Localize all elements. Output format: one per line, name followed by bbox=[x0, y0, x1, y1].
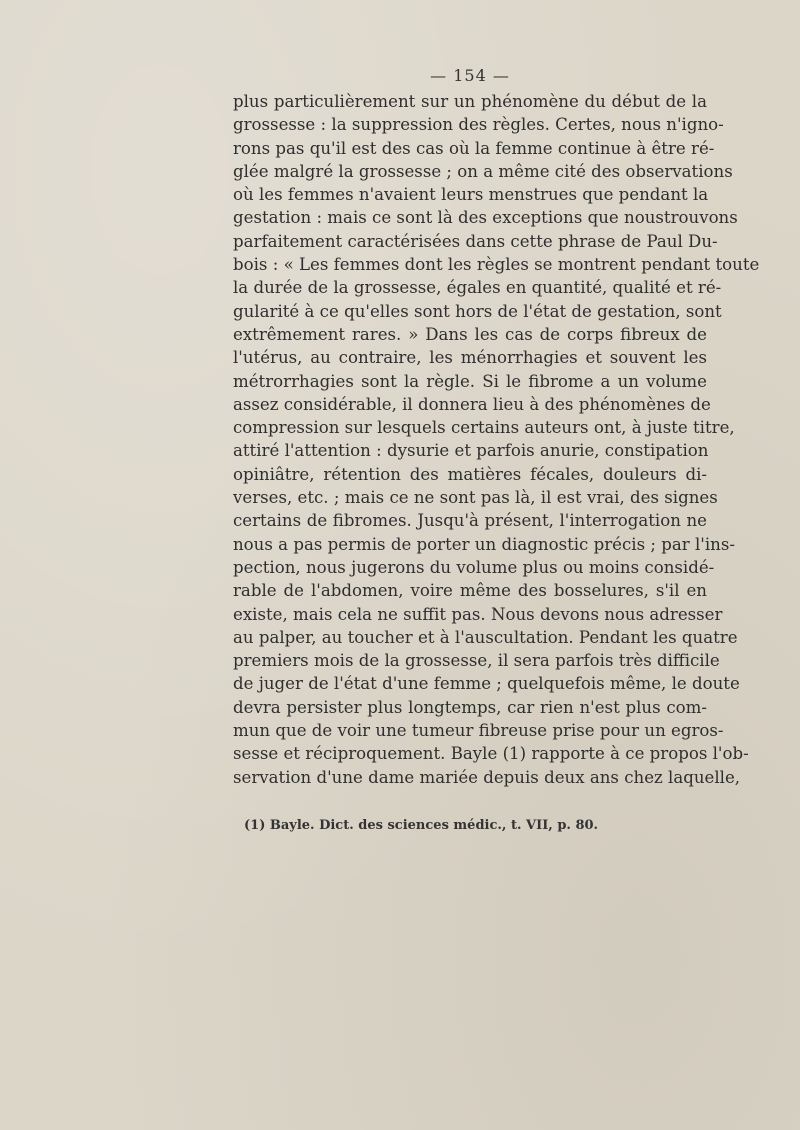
text-line: assez considérable, il donnera lieu à des phénomènes de bbox=[233, 394, 711, 414]
text-line: nous a pas permis de porter un diagnostic précis ; par l'ins- bbox=[233, 534, 735, 554]
text-line: gestation : mais ce sont là des exceptions que noustrouvons bbox=[233, 208, 738, 228]
text-line: pection, nous jugerons du volume plus ou moins considé- bbox=[233, 557, 715, 577]
text-line: verses, etc. ; mais ce ne sont pas là, il est vrai, des signes bbox=[233, 488, 718, 508]
text-line: au palper, au toucher et à l'auscultation. Pendant les quatre bbox=[233, 627, 738, 647]
text-line: rons pas qu'il est des cas où la femme continue à être ré- bbox=[233, 138, 715, 158]
text-line: où les femmes n'avaient leurs menstrues que pendant la bbox=[233, 185, 709, 205]
text-line: devra persister plus longtemps, car rien n'est plus com- bbox=[233, 697, 707, 717]
text-line: extrêmement rares. » Dans les cas de corps fibreux de bbox=[233, 324, 707, 344]
text-line: la durée de la grossesse, égales en quantité, qualité et ré- bbox=[233, 278, 722, 298]
page-number: — 154 — bbox=[430, 66, 510, 85]
text-line: opiniâtre, rétention des matières fécales, douleurs di- bbox=[233, 464, 707, 484]
text-line: mun que de voir une tumeur fibreuse prise pour un egros- bbox=[233, 721, 724, 741]
text-line: de juger de l'état d'une femme ; quelquefois même, le doute bbox=[233, 674, 740, 694]
text-line: attiré l'attention : dysurie et parfois anurie, constipation bbox=[233, 441, 709, 461]
text-line: gularité à ce qu'elles sont hors de l'état de gestation, sont bbox=[233, 301, 722, 321]
text-line: premiers mois de la grossesse, il sera parfois très difficile bbox=[233, 651, 720, 671]
text-line: grossesse : la suppression des règles. Certes, nous n'igno- bbox=[233, 115, 724, 135]
text-line: plus particulièrement sur un phénomène du début de la bbox=[233, 92, 707, 111]
text-line: parfaitement caractérisées dans cette phrase de Paul Du- bbox=[233, 231, 718, 251]
text-line: certains de fibromes. Jusqu'à présent, l'interrogation ne bbox=[233, 511, 707, 531]
text-line: glée malgré la grossesse ; on a même cité des observations bbox=[233, 161, 733, 181]
text-line: bois : « Les femmes dont les règles se montrent pendant toute bbox=[233, 255, 760, 275]
footnote: (1) Bayle. Dict. des sciences médic., t. VII, p. 80. bbox=[244, 818, 599, 833]
text-line: métrorrhagies sont la règle. Si le fibrome a un volume bbox=[233, 371, 707, 391]
text-line: rable de l'abdomen, voire même des bosselures, s'il en bbox=[233, 581, 707, 601]
text-line: compression sur lesquels certains auteurs ont, à juste titre, bbox=[233, 418, 735, 438]
text-line: l'utérus, au contraire, les ménorrhagies et souvent les bbox=[233, 348, 707, 368]
text-line: existe, mais cela ne suffit pas. Nous devons nous adresser bbox=[233, 604, 723, 624]
text-line: servation d'une dame mariée depuis deux ans chez laquelle, bbox=[233, 767, 741, 787]
text-line: sesse et réciproquement. Bayle (1) rapporte à ce propos l'ob- bbox=[233, 744, 749, 764]
body-text bbox=[233, 90, 760, 789]
